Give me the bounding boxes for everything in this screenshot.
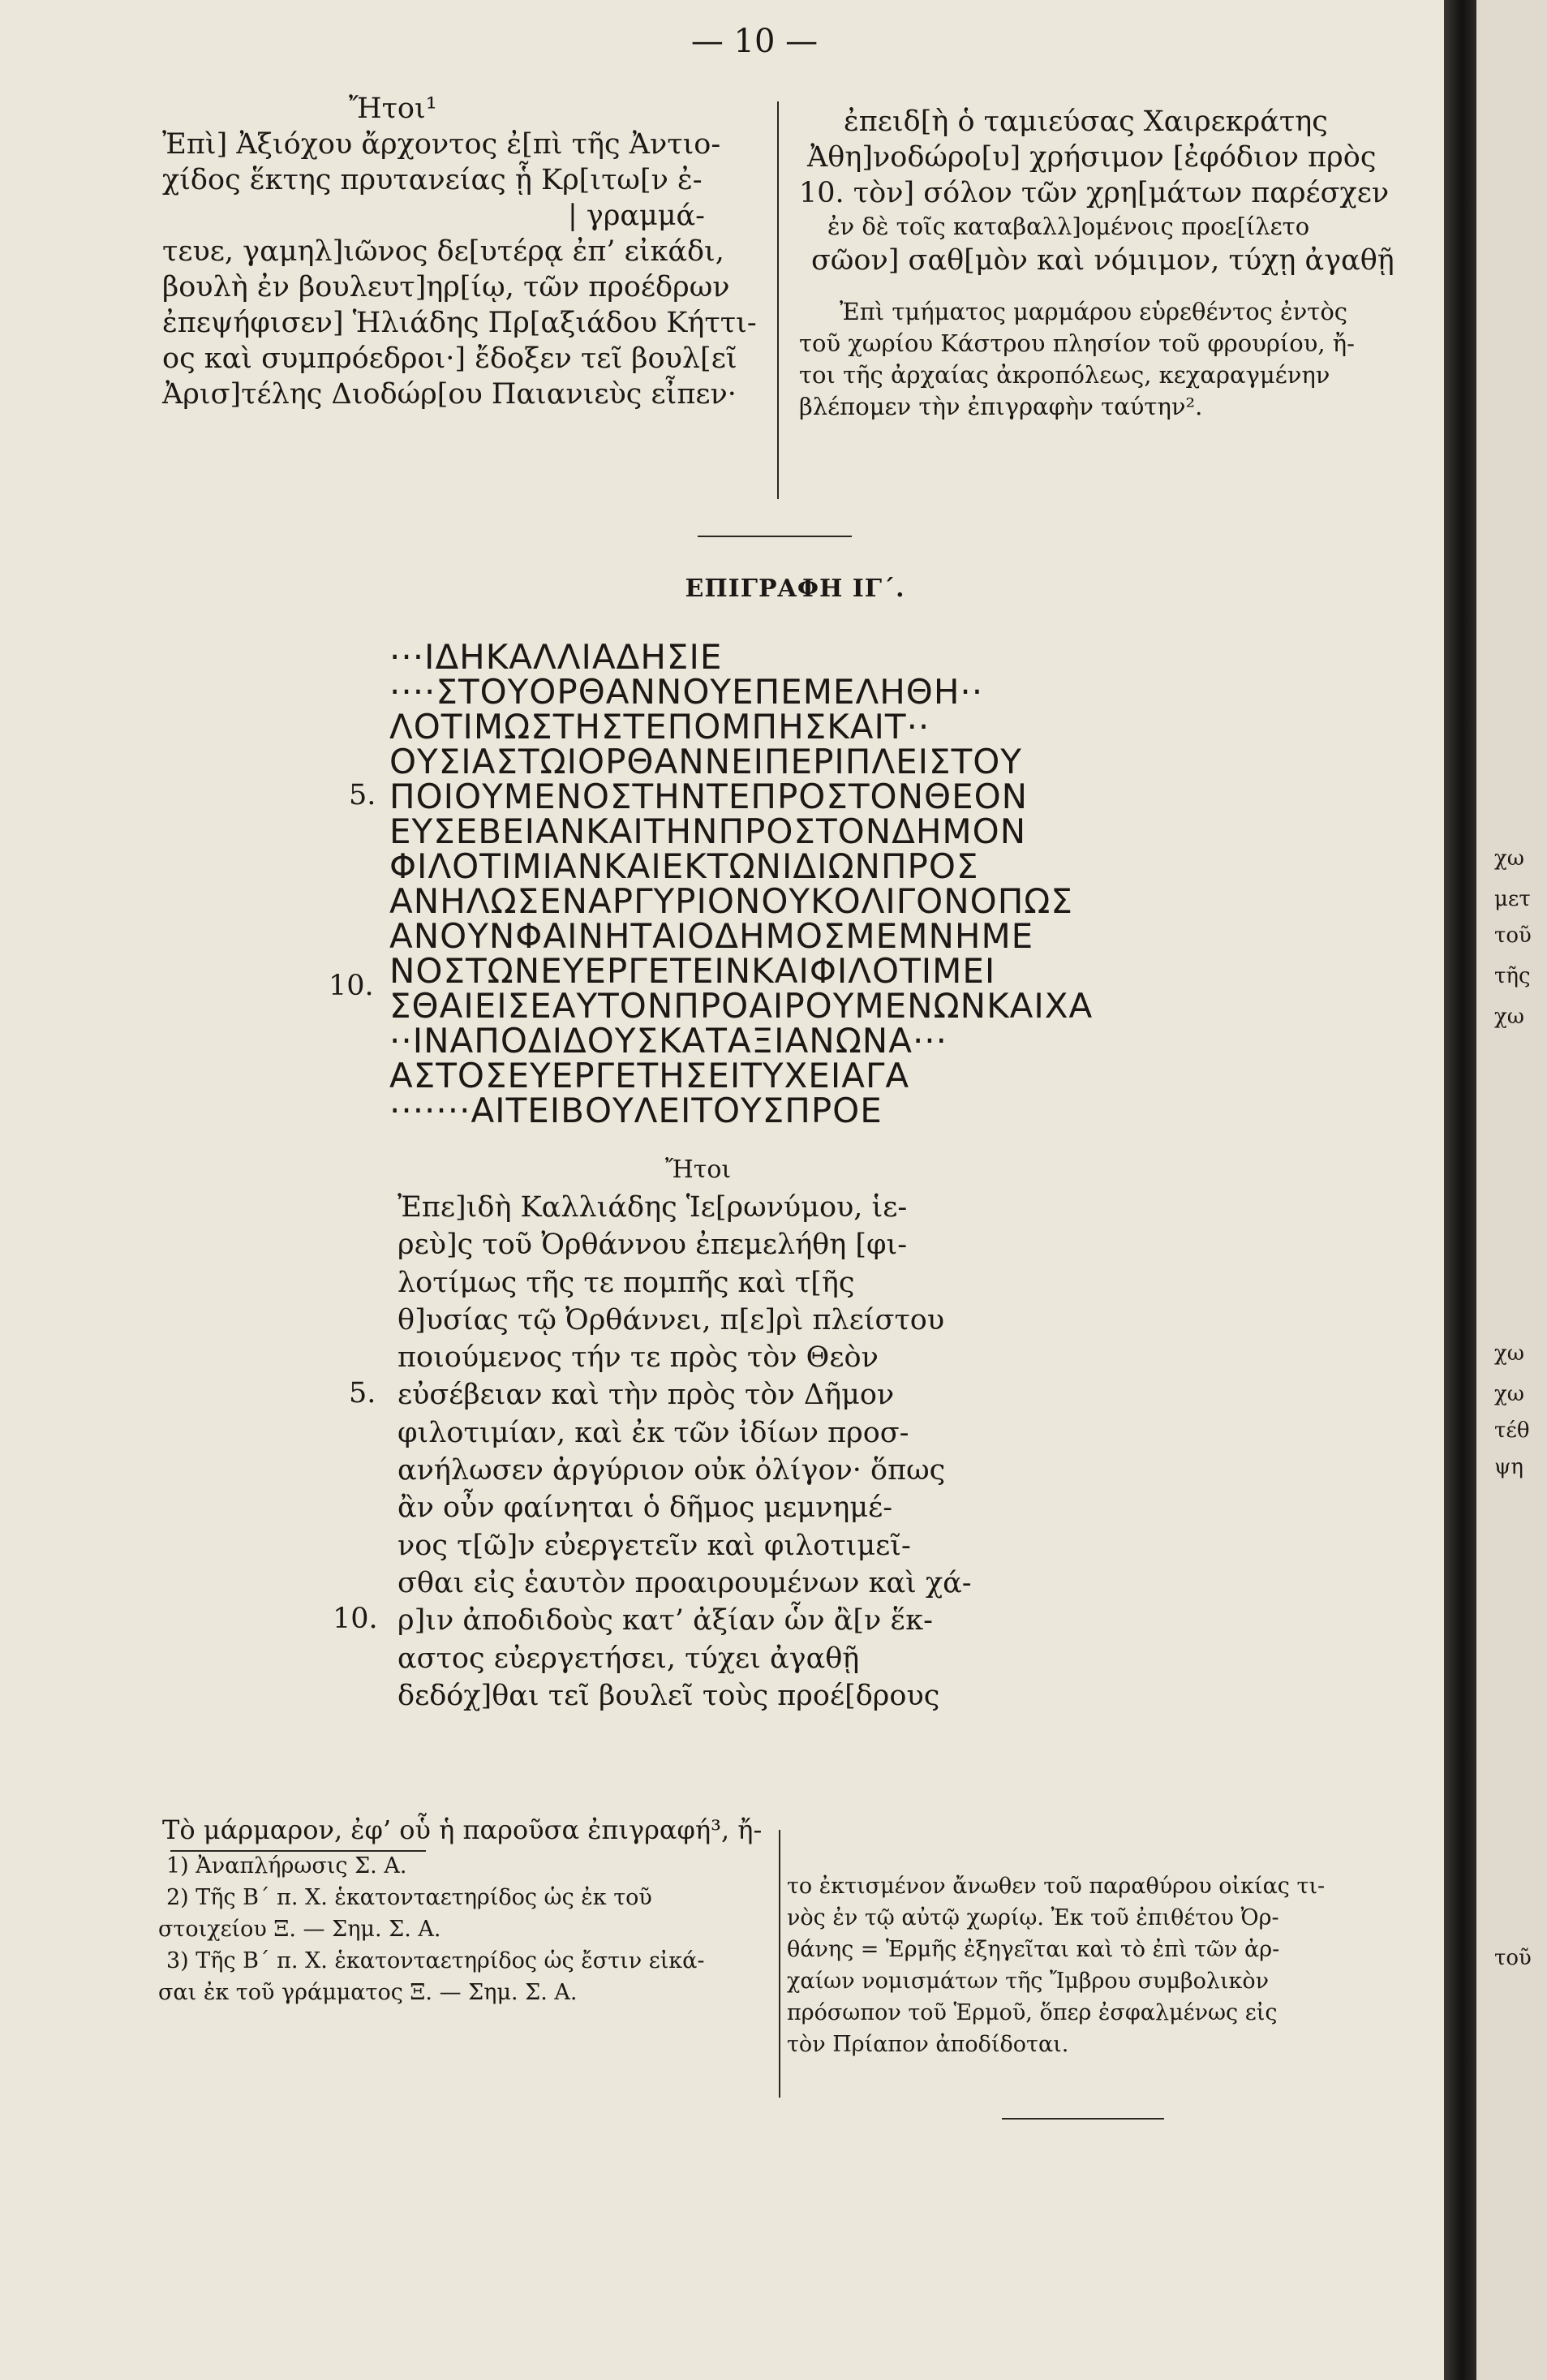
transcription-line: νος τ[ῶ]ν εὐεργετεῖν καὶ φιλοτιμεῖ-: [397, 1529, 911, 1562]
left-line: τευε, γαμηλ]ιῶνος δε[υτέρᾳ ἐπ’ εἰκάδι,: [162, 235, 724, 268]
footnote: 1) Ἀναπλήρωσις Σ. Α.: [166, 1853, 407, 1879]
caps-line: ··ΙΝΑΠΟΔΙΔΟΥΣΚΑΤΑΞΙΑΝΩΝΑ···: [389, 1021, 948, 1061]
inscription-heading: ΕΠΙΓΡΑΦΗ ΙΓ΄.: [685, 575, 905, 603]
footer-intro: Τὸ μάρμαρον, ἐφ’ οὗ ἡ παροῦσα ἐπιγραφή³, ἤ-: [162, 1814, 763, 1845]
footer-right-line: χαίων νομισμάτων τῆς Ἴμβρου συμβολικὸν: [787, 1969, 1270, 1994]
next-page-fragment: τοῦ: [1494, 923, 1532, 948]
caps-line: ·······ΑΙΤΕΙΒΟΥΛΕΙΤΟΥΣΠΡΟΕ: [389, 1091, 883, 1130]
section-rule: [698, 536, 852, 537]
caps-line: ···ΙΔΗΚΑΛΛΙΑΔΗΣΙΕ: [389, 637, 723, 677]
transcription-line: σθαι εἰς ἑαυτὸν προαιρουμένων καὶ χά-: [397, 1566, 972, 1599]
next-page-fragment: χω: [1494, 846, 1524, 871]
left-line: χίδος ἕκτης πρυτανείας ᾗ Κρ[ιτω[ν ἐ-: [162, 164, 703, 196]
caps-line-number: 5.: [349, 779, 376, 811]
caps-line: ΑΝΗΛΩΣΕΝΑΡΓΥΡΙΟΝΟΥΚΟΛΙΓΟΝΟΠΩΣ: [389, 881, 1073, 921]
transcription-line: Ἐπε]ιδὴ Καλλιάδης Ἱε[ρωνύμου, ἱε-: [397, 1191, 908, 1224]
footer-end-rule: [1002, 2118, 1164, 2120]
next-page-fragment: ψη: [1494, 1455, 1523, 1479]
transcription-line: ἂν οὖν φαίνηται ὁ δῆμος μεμνημέ-: [397, 1491, 893, 1525]
right-line: σῶον] σαθ[μὸν καὶ νόμιμον, τύχῃ ἀγαθῇ: [811, 244, 1394, 277]
footer-right-text: [787, 1870, 1428, 2060]
footnote: 3) Τῆς Β΄ π. Χ. ἑκατονταετηρίδος ὡς ἔστιν εἰκά-: [166, 1948, 705, 1973]
transcription-line: εὐσέβειαν καὶ τὴν πρὸς τὸν Δῆμον: [397, 1379, 895, 1412]
left-line: Ἀρισ]τέλης Διοδώρ[ου Παιανιεὺς εἶπεν·: [162, 378, 737, 411]
footnotes: [158, 1850, 775, 2008]
caps-line: ····ΣΤΟΥΟΡΘΑΝΝΟΥΕΠΕΜΕΛΗΘΗ··: [389, 672, 984, 712]
inscription-capitals: [389, 639, 1093, 1128]
caps-line: ΦΙΛΟΤΙΜΙΑΝΚΑΙΕΚΤΩΝΙΔΙΩΝΠΡΟΣ: [389, 846, 979, 886]
next-page-fragment: χω: [1494, 1341, 1524, 1366]
next-page-fragment: μετ: [1494, 887, 1531, 911]
caps-line: ΑΝΟΥΝΦΑΙΝΗΤΑΙΟΔΗΜΟΣΜΕΜΝΗΜΕ: [389, 916, 1034, 956]
footer-right-line: νὸς ἐν τῷ αὐτῷ χωρίῳ. Ἐκ τοῦ ἐπιθέτου Ὀρ-: [787, 1905, 1279, 1930]
next-page-edge: [1476, 0, 1547, 2380]
left-line: ἐπεψήφισεν] Ἡλιάδης Πρ[αξιάδου Κήττι-: [162, 307, 757, 339]
right-line: Ἀθη]νοδώρο[υ] χρήσιμον [ἐφόδιον πρὸς: [807, 141, 1377, 174]
transcription-line: λοτίμως τῆς τε πομπῆς καὶ τ[ῆς: [397, 1266, 855, 1299]
next-page-fragment: χω: [1494, 1005, 1524, 1029]
next-page-fragment: χω: [1494, 1382, 1524, 1406]
transcription-line: ρ]ιν ἀποδιδοὺς κατ’ ἀξίαν ὧν ἂ[ν ἕκ-: [397, 1604, 933, 1638]
right-note-line: Ἐπὶ τμήματος μαρμάρου εὑρεθέντος ἐντὸς: [840, 298, 1348, 325]
transcription-heading: Ἤτοι: [665, 1156, 732, 1184]
transcription-line-number: 5.: [349, 1377, 376, 1409]
left-line: βουλὴ ἐν βουλευτ]ηρ[ίῳ, τῶν προέδρων: [162, 271, 730, 303]
footer-right-line: πρόσωπον τοῦ Ἑρμοῦ, ὅπερ ἐσφαλμένως εἰς: [787, 2000, 1278, 2025]
caps-line: ΝΟΣΤΩΝΕΥΕΡΓΕΤΕΙΝΚΑΙΦΙΛΟΤΙΜΕΙ: [389, 951, 996, 991]
right-note-line: τοι τῆς ἀρχαίας ἀκροπόλεως, κεχαραγμένην: [799, 361, 1330, 389]
next-page-fragment: τῆς: [1494, 964, 1531, 988]
next-page-fragment: τοῦ: [1494, 1946, 1532, 1970]
caps-line-number: 10.: [329, 970, 374, 1002]
right-line: ἐπειδ[ὴ ὁ ταμιεύσας Χαιρεκράτης: [844, 105, 1328, 138]
caps-line: ΑΣΤΟΣΕΥΕΡΓΕΤΗΣΕΙΤΥΧΕΙΑΓΑ: [389, 1056, 910, 1095]
book-gutter: [1444, 0, 1476, 2380]
left-heading: Ἤτοι¹: [349, 93, 437, 125]
caps-line: ΠΟΙΟΥΜΕΝΟΣΤΗΝΤΕΠΡΟΣΤΟΝΘΕΟΝ: [389, 777, 1029, 816]
transcription-line: ανήλωσεν ἀργύριον οὐκ ὀλίγον· ὅπως: [397, 1454, 946, 1487]
next-page-fragment: τέθ: [1494, 1418, 1530, 1443]
transcription-line: ποιούμενος τήν τε πρὸς τὸν Θεὸν: [397, 1341, 879, 1375]
left-line: | γραμμά-: [568, 200, 706, 232]
footnote: στοιχείου Ξ. — Σημ. Σ. Α.: [158, 1917, 441, 1942]
right-line: 10. τὸν] σόλον τῶν χρη[μάτων παρέσχεν: [799, 177, 1390, 209]
transcription-line: δεδόχ]θαι τεῖ βουλεῖ τοὺς προέ[δρους: [397, 1679, 940, 1712]
right-note-line: βλέπομεν τὴν ἐπιγραφὴν ταύτην².: [799, 393, 1203, 420]
transcription-line: θ]υσίας τῷ Ὀρθάννει, π[ε]ρὶ πλείστου: [397, 1303, 945, 1336]
transcription-line: αστος εὐεργετήσει, τύχει ἀγαθῇ: [397, 1642, 860, 1675]
right-line: ἐν δὲ τοῖς καταβαλλ]ομένοις προε[ίλετο: [827, 213, 1310, 240]
left-column: [162, 91, 763, 412]
footer-right-line: το ἐκτισμένον ἄνωθεν τοῦ παραθύρου οἰκίας τι-: [787, 1874, 1326, 1899]
footnote: 2) Τῆς Β΄ π. Χ. ἑκατονταετηρίδος ὡς ἐκ τοῦ: [166, 1885, 652, 1910]
footer-right-line: τὸν Πρίαπον ἀποδίδοται.: [787, 2032, 1069, 2057]
column-divider: [777, 101, 779, 499]
transcription-line-number: 10.: [333, 1603, 378, 1635]
transcription-line: φιλοτιμίαν, καὶ ἐκ τῶν ἰδίων προσ-: [397, 1416, 909, 1449]
left-line: ος καὶ συμπρόεδροι·] ἔδοξεν τεῖ βουλ[εῖ: [162, 342, 737, 375]
transcription-line: ρεὺ]ς τοῦ Ὀρθάννου ἐπεμελήθη [φι-: [397, 1229, 908, 1262]
left-line: Ἐπὶ] Ἀξιόχου ἄρχοντος ἐ[πὶ τῆς Ἀντιο-: [162, 128, 721, 161]
caps-line: ΟΥΣΙΑΣΤΩΙΟΡΘΑΝΝΕΙΠΕΡΙΠΛΕΙΣΤΟΥ: [389, 742, 1022, 781]
caps-line: ΛΟΤΙΜΩΣΤΗΣΤΕΠΟΜΠΗΣΚΑΙΤ··: [389, 707, 930, 747]
right-column: [799, 104, 1416, 423]
caps-line: ΣΘΑΙΕΙΣΕΑΥΤΟΝΠΡΟΑΙΡΟΥΜΕΝΩΝΚΑΙΧΑ: [389, 986, 1094, 1026]
footer-right-line: θάνης = Ἑρμῆς ἐξηγεῖται καὶ τὸ ἐπὶ τῶν ἀρ-: [787, 1937, 1280, 1962]
right-note-line: τοῦ χωρίου Κάστρου πλησίον τοῦ φρουρίου, ἤ-: [799, 329, 1355, 357]
page-number: — 10 —: [690, 23, 819, 60]
caps-line: ΕΥΣΕΒΕΙΑΝΚΑΙΤΗΝΠΡΟΣΤΟΝΔΗΜΟΝ: [389, 811, 1027, 851]
footer-divider: [779, 1830, 780, 2098]
footnote: σαι ἐκ τοῦ γράμματος Ξ. — Σημ. Σ. Α.: [158, 1980, 578, 2005]
inscription-transcription: [397, 1189, 972, 1715]
